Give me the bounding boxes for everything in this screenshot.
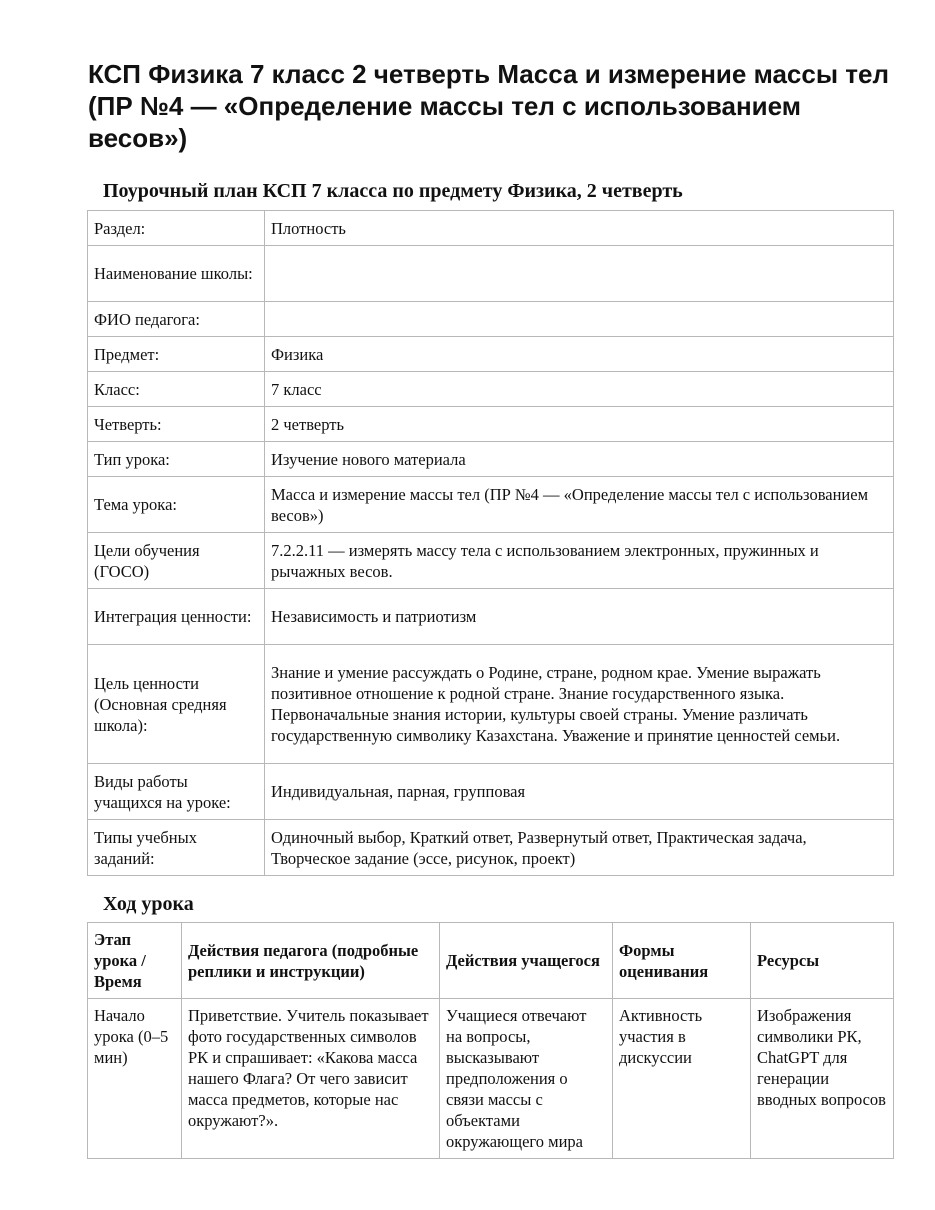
document-title: КСП Физика 7 класс 2 четверть Масса и измерение массы тел (ПР №4 — «Определение массы тел с использованием весов») — [88, 59, 889, 153]
lesson-flow-table — [87, 922, 894, 1159]
row-label: Раздел: — [88, 211, 265, 246]
column-header-resources: Ресурсы — [751, 923, 894, 999]
row-value: 2 четверть — [265, 407, 894, 442]
table-row — [88, 246, 894, 302]
row-value — [265, 246, 894, 302]
row-label: Цели обучения (ГОСО) — [88, 533, 265, 589]
row-value: Изучение нового материала — [265, 442, 894, 477]
row-label: Наименование школы: — [88, 246, 265, 302]
row-value: Знание и умение рассуждать о Родине, стране, родном крае. Умение выражать позитивное отношение к родной стране. Знание государственного языка. Первоначальные знания истории, культуры своей страны. Умение различать государственную символику Казахстана. Уважение и принятие ценностей семьи. — [265, 645, 894, 764]
row-value: Одиночный выбор, Краткий ответ, Развернутый ответ, Практическая задача, Творческое задание (эссе, рисунок, проект) — [265, 820, 894, 876]
table-header-row — [88, 923, 894, 999]
row-label: Предмет: — [88, 337, 265, 372]
column-header-teacher-actions: Действия педагога (подробные реплики и инструкции) — [182, 923, 440, 999]
row-value: Масса и измерение массы тел (ПР №4 — «Определение массы тел с использованием весов») — [265, 477, 894, 533]
row-label: Четверть: — [88, 407, 265, 442]
row-value — [265, 302, 894, 337]
table-row — [88, 589, 894, 645]
row-label: Класс: — [88, 372, 265, 407]
column-header-assessment: Формы оценивания — [613, 923, 751, 999]
cell-student-actions: Учащиеся отвечают на вопросы, высказывают предположения о связи массы с объектами окружающего мира — [440, 999, 613, 1159]
lesson-plan-table — [87, 210, 894, 876]
row-value: Независимость и патриотизм — [265, 589, 894, 645]
row-value: Индивидуальная, парная, групповая — [265, 764, 894, 820]
row-label: Тема урока: — [88, 477, 265, 533]
table-row — [88, 533, 894, 589]
row-label: Виды работы учащихся на уроке: — [88, 764, 265, 820]
row-value: Плотность — [265, 211, 894, 246]
column-header-stage: Этап урока / Время — [88, 923, 182, 999]
table-row — [88, 211, 894, 246]
table-row — [88, 337, 894, 372]
table-row — [88, 477, 894, 533]
row-label: ФИО педагога: — [88, 302, 265, 337]
table-row — [88, 820, 894, 876]
plan-heading: Поурочный план КСП 7 класса по предмету Физика, 2 четверть — [103, 180, 683, 202]
table-row — [88, 764, 894, 820]
cell-teacher-actions: Приветствие. Учитель показывает фото государственных символов РК и спрашивает: «Какова масса нашего Флага? От чего зависит масса предметов, которые нас окружают?». — [182, 999, 440, 1159]
table-row — [88, 302, 894, 337]
cell-resources: Изображения символики РК, ChatGPT для генерации вводных вопросов — [751, 999, 894, 1159]
table-row — [88, 442, 894, 477]
table-row — [88, 999, 894, 1159]
column-header-student-actions: Действия учащегося — [440, 923, 613, 999]
row-label: Тип урока: — [88, 442, 265, 477]
row-label: Интеграция ценности: — [88, 589, 265, 645]
row-value: 7.2.2.11 — измерять массу тела с использованием электронных, пружинных и рычажных весов. — [265, 533, 894, 589]
lesson-flow-heading: Ход урока — [103, 893, 194, 915]
row-label: Типы учебных заданий: — [88, 820, 265, 876]
table-row — [88, 372, 894, 407]
cell-assessment: Активность участия в дискуссии — [613, 999, 751, 1159]
row-value: Физика — [265, 337, 894, 372]
table-row — [88, 407, 894, 442]
cell-stage: Начало урока (0–5 мин) — [88, 999, 182, 1159]
table-row — [88, 645, 894, 764]
row-value: 7 класс — [265, 372, 894, 407]
row-label: Цель ценности (Основная средняя школа): — [88, 645, 265, 764]
